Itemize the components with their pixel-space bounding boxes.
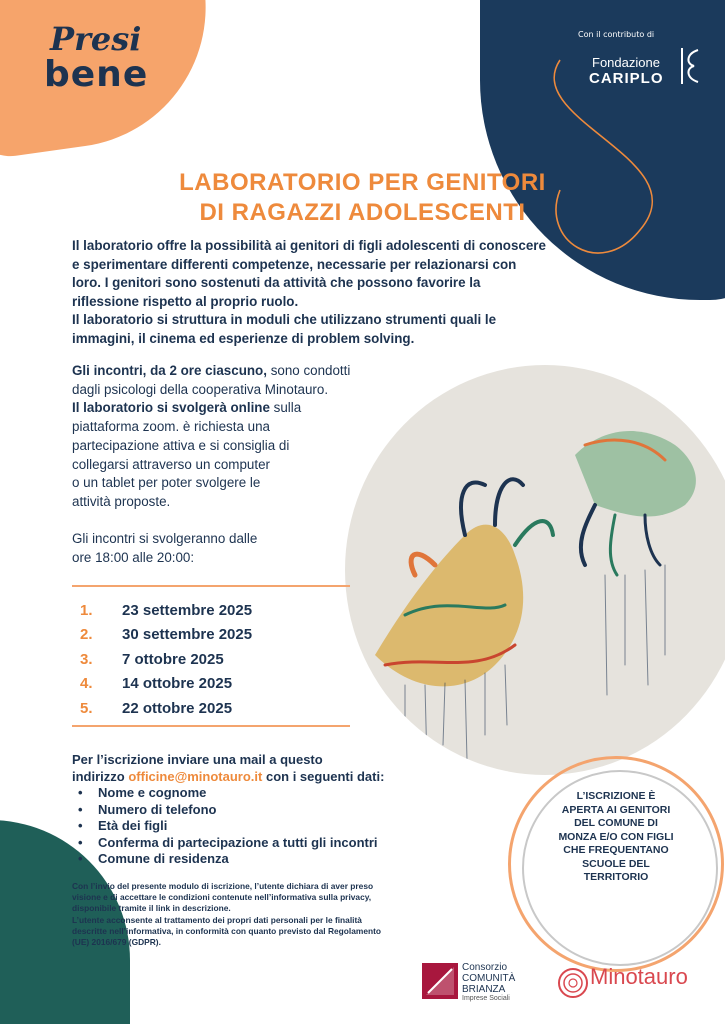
intro-line: immagini, il cinema ed esperienze di problem solving.: [72, 330, 415, 346]
date-number: 5.: [80, 699, 93, 717]
date-item: [80, 696, 252, 721]
consorzio-name-line1: Consorzio: [462, 962, 508, 973]
date-item: [80, 623, 252, 648]
sponsor-name-line2: CARIPLO: [589, 70, 664, 87]
date-text: 7 ottobre 2025: [122, 650, 224, 668]
list-item: • Numero di telefono: [78, 802, 378, 819]
eligibility-line: APERTA AI GENITORI: [561, 803, 671, 816]
date-text: 22 ottobre 2025: [122, 699, 233, 717]
title-line-2: DI RAGAZZI ADOLESCENTI: [199, 199, 526, 226]
eligibility-line: DEL COMUNE DI: [574, 817, 658, 829]
legal-line: L’utente acconsente al trattamento dei propri dati personali per le finalità: [72, 914, 362, 925]
email-link[interactable]: officine@minotauro.it: [128, 769, 263, 784]
date-text: 14 ottobre 2025: [122, 675, 233, 693]
date-text: 23 settembre 2025: [122, 601, 253, 619]
registration-prefix: indirizzo: [72, 769, 129, 784]
schedule-hours: [72, 530, 362, 567]
list-item: • Età dei figli: [78, 818, 378, 835]
page-title: [60, 168, 665, 228]
eligibility-line: MONZA E/O CON FIGLI: [558, 830, 674, 843]
presibene-logo-top: Presi: [50, 20, 142, 58]
legal-line: (UE) 2016/679 (GDPR).: [72, 937, 161, 948]
sponsor-name-line1: Fondazione: [592, 55, 660, 70]
date-text: 30 settembre 2025: [122, 626, 253, 644]
intro-paragraph: [72, 237, 632, 348]
hours-line: Gli incontri si svolgeranno dalle: [72, 531, 258, 546]
details-bold-2: Il laboratorio si svolgerà online: [72, 400, 270, 416]
date-number: 2.: [80, 626, 93, 644]
details-line: partecipazione attiva e si consiglia di: [72, 437, 290, 453]
required-fields-list: [78, 785, 378, 868]
divider-bottom: [72, 725, 350, 727]
minotauro-logo-text: Minotauro: [590, 964, 688, 989]
details-bold-1: Gli incontri, da 2 ore ciascuno,: [72, 363, 267, 378]
details-line: collegarsi attraverso un computer: [72, 456, 270, 472]
date-item: [80, 672, 252, 697]
details-line: o un tablet per poter svolgere le: [72, 475, 261, 491]
legal-line: Con l’invio del presente modulo di iscrizione, l’utente dichiara di aver preso: [72, 881, 374, 891]
intro-line: Il laboratorio si struttura in moduli che utilizzano strumenti quali le: [72, 312, 497, 327]
eligibility-line: L’ISCRIZIONE È: [576, 790, 656, 802]
legal-line: descritte nell’informativa, in conformità con quanto previsto dal Regolamento: [72, 925, 381, 936]
consorzio-name-line3: BRIANZA: [462, 984, 506, 995]
presibene-logo-bottom: bene: [44, 54, 149, 95]
hours-line: ore 18:00 alle 20:00:: [72, 549, 195, 565]
date-number: 3.: [80, 650, 93, 668]
details-text-1: sono condotti: [266, 363, 351, 378]
contribution-label: Con il contributo di: [578, 30, 655, 39]
consorzio-logo-icon: [422, 963, 458, 999]
legal-line: disponibile tramite il link in descrizione.: [72, 903, 231, 914]
eligibility-note: [533, 790, 699, 885]
date-item: [80, 598, 252, 623]
consorzio-name-line4: Imprese Sociali: [462, 995, 510, 1002]
details-line: dagli psicologi della cooperativa Minotauro.: [72, 381, 329, 397]
dates-list: [80, 598, 252, 721]
intro-line: loro. I genitori sono sostenuti da attività che possono favorire la: [72, 275, 481, 290]
registration-line: Per l’iscrizione inviare una mail a questo: [72, 752, 323, 767]
intro-line: Il laboratorio offre la possibilità ai genitori di figli adolescenti di conoscere: [72, 238, 546, 253]
registration-suffix: con i seguenti dati:: [262, 769, 385, 784]
eligibility-line: TERRITORIO: [583, 871, 649, 883]
list-item: • Comune di residenza: [78, 851, 378, 868]
intro-line: e sperimentare differenti competenze, necessarie per relazionarsi con: [72, 256, 517, 272]
cariplo-logo-icon: [676, 44, 702, 88]
minotauro-logo-icon: [556, 966, 590, 1000]
details-paragraph: [72, 362, 372, 512]
title-line-1: LABORATORIO PER GENITORI: [179, 169, 546, 196]
details-line: piattaforma zoom. è richiesta una: [72, 419, 270, 435]
privacy-disclaimer: [72, 881, 492, 948]
details-text-2: sulla: [269, 400, 302, 416]
date-number: 1.: [80, 601, 93, 619]
eligibility-line: CHE FREQUENTANO: [563, 844, 669, 856]
date-number: 4.: [80, 675, 93, 693]
details-line: attività proposte.: [72, 493, 171, 509]
consorzio-name-line2: COMUNITÀ: [462, 973, 516, 984]
list-item: • Nome e cognome: [78, 785, 378, 802]
intro-line: riflessione rispetto al proprio ruolo.: [72, 293, 299, 309]
artwork-hands-image: [345, 365, 725, 775]
divider-top: [72, 585, 350, 587]
eligibility-line: SCUOLE DEL: [582, 857, 650, 870]
legal-line: visione e di accettare le condizioni contenute nell’informativa sulla privacy,: [72, 892, 372, 903]
registration-instructions: [72, 751, 492, 785]
date-item: [80, 647, 252, 672]
list-item: • Conferma di partecipazione a tutti gli incontri: [78, 835, 378, 852]
painted-hands-illustration: [345, 365, 725, 775]
